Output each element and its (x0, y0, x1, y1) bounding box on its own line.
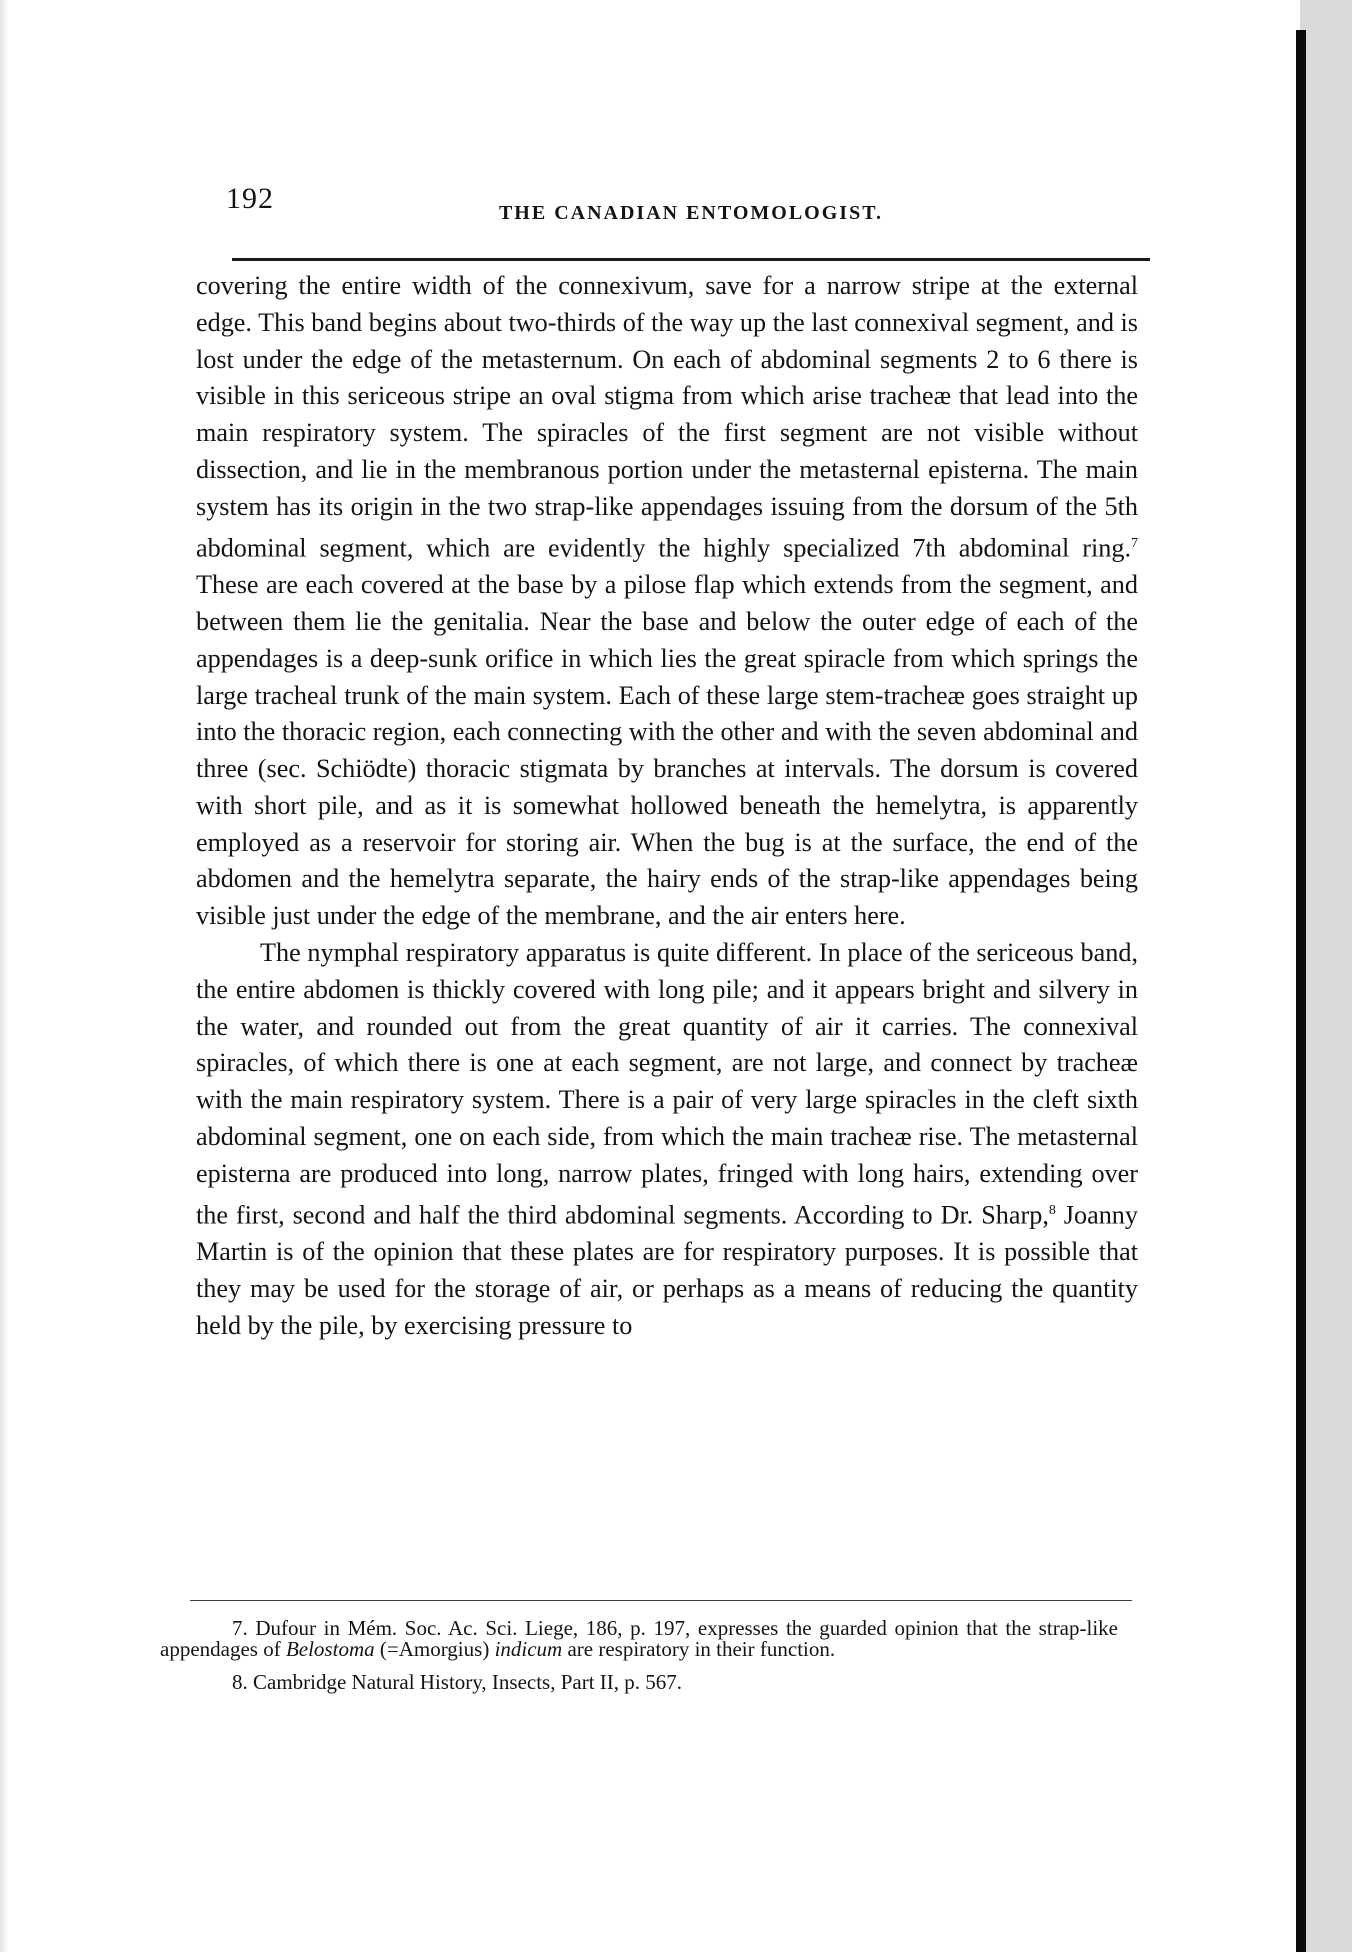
footnotes (160, 1618, 1118, 1693)
paragraph-text: These are each covered at the base by a pilose flap which extends from the segment, and between them lie the genitalia. Near the base and below the outer edge of each of the appendages is a deep-sunk orifice in which lies the great spiracle from which springs the large tracheal trunk of the main system. Each of these large stem-tracheæ goes straight up into the thoracic region, each connecting with the other and with the seven abdominal and three (sec. Schiödte) thoracic stigmata by branches at intervals. The dorsum is covered with short pile, and as it is somewhat hollowed beneath the hemelytra, is apparently employed as a reservoir for storing air. When the bug is at the surface, the end of the abdomen and the hemelytra separate, the hairy ends of the strap-like appendages being visible just under the edge of the membrane, and the air enters here. (196, 570, 1138, 931)
footnote-text: 7. Dufour in Mém. Soc. Ac. Sci. Liege, 186, p. 197, expresses the guarded opinion that the strap-like appendages of (160, 1616, 1118, 1661)
paragraph-text: covering the entire width of the connexivum, save for a narrow stripe at the external edge. This band begins about two-thirds of the way up the last connexival segment, and is lost under the edge of the metasternum. On each of abdominal segments 2 to 6 there is visible in this sericeous stripe an oval stigma from which arise tracheæ that lead into the main respiratory system. The spiracles of the first segment are not visible without dissection, and lie in the membranous portion under the metasternal episterna. The main system has its origin in the two strap-like appendages issuing from the dorsum of the 5th abdominal segment, which are evidently the highly specialized 7th abdominal ring. (196, 271, 1138, 563)
paragraph (196, 935, 1138, 1345)
paragraph-text: Joanny Martin is of the opinion that these plates are for respiratory purposes. It is possible that they may be used for the storage of air, or perhaps as a means of reducing the quantity held by the pile, by exercising pressure to (196, 1200, 1138, 1340)
header-rule (232, 258, 1150, 261)
footnote-ref: 8 (1048, 1202, 1056, 1218)
scan-edge (1300, 0, 1352, 1952)
paragraph-text: The nymphal respiratory apparatus is quite different. In place of the sericeous band, the entire abdomen is thickly covered with long pile; and it appears bright and silvery in the water, and rounded out from the great quantity of air it carries. The connexival spiracles, of which there is one at each segment, are not large, and connect by tracheæ with the main respiratory system. There is a pair of very large spiracles in the cleft sixth abdominal segment, one on each side, from which the main tracheæ rise. The metasternal episterna are produced into long, narrow plates, fringed with long hairs, extending over the first, second and half the third abdominal segments. According to Dr. Sharp, (196, 938, 1138, 1230)
footnote-italic: Belostoma (285, 1637, 375, 1661)
body-text (196, 268, 1138, 1345)
footnote-text: are respiratory in their function. (562, 1637, 836, 1661)
footnote-7 (160, 1618, 1118, 1660)
book-page-edge (1296, 30, 1306, 1952)
running-head: THE CANADIAN ENTOMOLOGIST. (498, 202, 884, 224)
footnote-rule (190, 1600, 1132, 1601)
footnote-8: 8. Cambridge Natural History, Insects, Part II, p. 567. (232, 1670, 683, 1694)
page-header (226, 182, 1156, 222)
footnote-italic: indicum (494, 1637, 563, 1661)
footnote-ref: 7 (1131, 535, 1138, 551)
footnote-text: (=Amorgius) (374, 1637, 495, 1661)
page-number: 192 (226, 182, 274, 215)
paragraph (196, 268, 1138, 935)
